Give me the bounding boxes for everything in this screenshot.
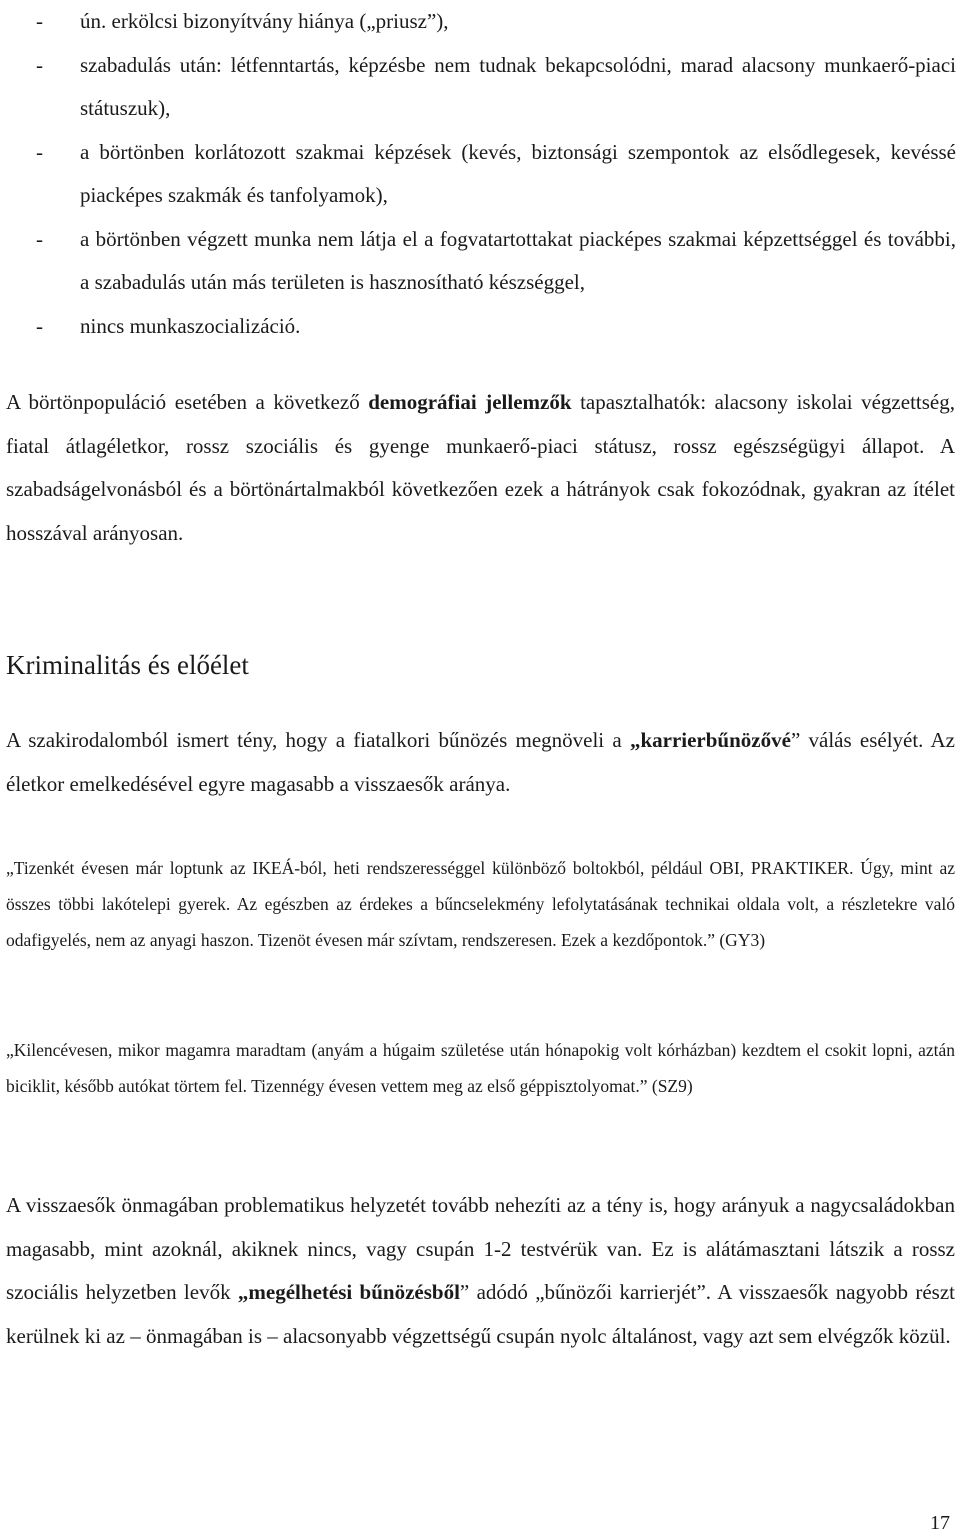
list-dash: - [36,9,43,33]
list-item [6,305,956,349]
demographics-paragraph [6,381,955,555]
list-item [6,131,956,218]
interview-quote: „Tizenkét évesen már loptunk az IKEÁ-ból, heti rendszerességgel különböző boltokból, például OBI, PRAKTIKER. Úgy, mint az összes többi lakótelepi gyerek. Az egészben az érdekes a bűncselekmény lefolytatásának technikai oldala volt, a részletekre való odafigyelés, nem az anyagi haszon. Tizenöt évesen már szívtam, rendszeresen. Ezek a kezdőpontok.” (GY3) [6,858,955,950]
page-number: 17 [930,1512,950,1534]
emphasis-text: „karrierbűnözővé [629,728,791,752]
interview-quote: „Kilencévesen, mikor magamra maradtam (anyám a húgaim születése után hónapokig volt kórházban) kezdtem el csokit lopni, aztán biciklit, később autókat törtem fel. Tizennégy évesen vettem meg az első géppisztolyomat.” (SZ9) [6,1040,955,1096]
recidivism-paragraph [6,1184,955,1358]
list-item [6,218,956,305]
emphasis-text: „megélhetési bűnözésből [237,1280,460,1304]
list-item-text: ún. erkölcsi bizonyítvány hiánya („priusz”), [80,9,449,33]
paragraph-text: ” válás esélyét. Az életkor emelkedésével egyre magasabb a visszaesők aránya. [6,728,955,796]
paragraph-text: A börtönpopuláció esetében a következő [6,390,369,414]
list-dash: - [36,313,43,338]
list-dash: - [36,226,43,251]
section-heading: Kriminalitás és előélet [6,650,249,680]
career-criminal-paragraph [6,719,955,806]
paragraph-text: ” adódó „bűnözői karrierjét”. A visszaesők nagyobb részt kerülnek ki az – önmagában is – alacsonyabb végzettségű csupán nyolc általánost, vagy azt sem elvégzők közül. [6,1280,956,1348]
paragraph-text: A szakirodalomból ismert tény, hogy a fiatalkori bűnözés megnöveli a [6,728,630,752]
list-item-text: szabadulás után: létfenntartás, képzésbe nem tudnak bekapcsolódni, marad alacsony munkaerő-piaci státuszuk), [80,52,956,120]
list-item [6,44,956,131]
barriers-list [6,0,956,348]
paragraph-text: tapasztalhatók: alacsony iskolai végzettség, fiatal átlagéletkor, rossz szociális és gyenge munkaerő-piaci státusz, rossz egészségügyi állapot. A szabadságelvonásból és a börtönártalmakból következően ezek a hátrányok csak fokozódnak, gyakran az ítélet hosszával arányosan. [6,390,955,545]
list-item-text: a börtönben korlátozott szakmai képzések (kevés, biztonsági szempontok az elsődlegesek, kevéssé piacképes szakmák és tanfolyamok), [80,139,956,207]
list-dash: - [36,139,43,164]
paragraph-text: A visszaesők önmagában problematikus helyzetét tovább nehezíti az a tény is, hogy arányuk a nagycsaládokban magasabb, mint azoknál, akiknek nincs, vagy csupán 1-2 testvérük van. Ez is alátámasztani látszik a rossz szociális helyzetben levők [6,1193,955,1304]
list-item-text: a börtönben végzett munka nem látja el a fogvatartottakat piacképes szakmai képzettséggel és további, a szabadulás után más területen is hasznosítható készséggel, [80,226,956,294]
list-item [6,0,956,44]
list-item-text: nincs munkaszocializáció. [80,313,301,338]
list-dash: - [36,52,43,77]
emphasis-text: demográfiai jellemzők [368,390,572,414]
